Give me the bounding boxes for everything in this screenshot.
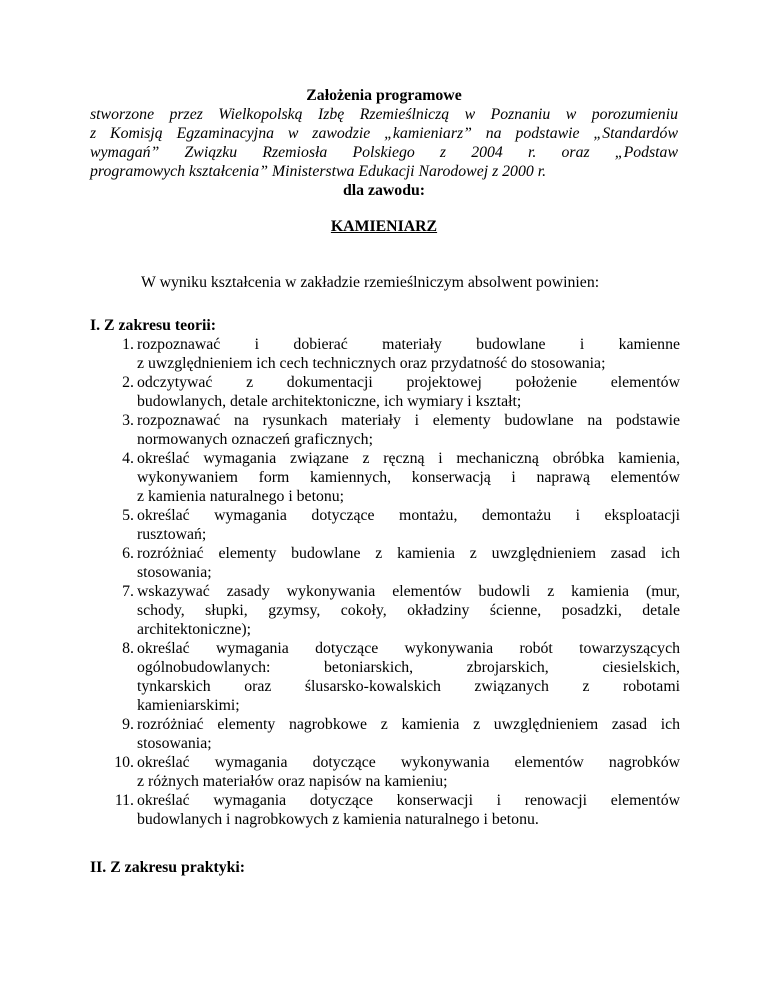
subtitle-line: z Komisją Egzaminacyjna w zawodzie „kamieniarz” na podstawie „Standardów bbox=[90, 125, 678, 142]
item-number: 6. bbox=[122, 545, 134, 562]
list-item bbox=[90, 791, 680, 829]
subtitle-line: wymagań” Związku Rzemiosła Polskiego z 2004 r. oraz „Podstaw bbox=[90, 144, 678, 161]
item-line: budowlanych i nagrobkowych z kamienia naturalnego i betonu. bbox=[137, 811, 539, 828]
item-line: normowanych oznaczeń graficznych; bbox=[137, 431, 373, 448]
list-item bbox=[90, 715, 680, 753]
list-item bbox=[90, 639, 680, 715]
item-number: 10. bbox=[114, 754, 134, 771]
item-line: z różnych materiałów oraz napisów na kamieniu; bbox=[137, 773, 448, 790]
item-line: z kamienia naturalnego i betonu; bbox=[137, 488, 345, 505]
list-item bbox=[90, 449, 680, 506]
list-item bbox=[90, 411, 680, 449]
item-text bbox=[137, 449, 680, 506]
item-line: ogólnobudowlanych: betoniarskich, zbrojarskich, ciesielskich, bbox=[137, 659, 680, 676]
item-line: rozpoznawać i dobierać materiały budowlane i kamienne bbox=[137, 336, 680, 353]
intro-paragraph: W wyniku kształcenia w zakładzie rzemieślniczym absolwent powinien: bbox=[141, 274, 600, 291]
item-text bbox=[137, 335, 680, 373]
theory-list bbox=[90, 335, 680, 829]
section-theory bbox=[90, 316, 680, 829]
item-line: z uwzględnieniem ich cech technicznych oraz przydatność do stosowania; bbox=[137, 355, 606, 372]
item-line: rozróżniać elementy budowlane z kamienia z uwzględnieniem zasad ich bbox=[137, 545, 680, 562]
list-item bbox=[90, 373, 680, 411]
item-number: 9. bbox=[122, 716, 134, 733]
item-line: stosowania; bbox=[137, 564, 212, 581]
item-line: tynkarskich oraz ślusarsko-kowalskich związanych z robotami bbox=[137, 678, 680, 695]
item-line: wykonywaniem form kamiennych, konserwacją i naprawą elementów bbox=[137, 469, 680, 486]
list-item bbox=[90, 335, 680, 373]
item-line: określać wymagania dotyczące wykonywania elementów nagrobków bbox=[137, 754, 680, 771]
item-number: 7. bbox=[122, 583, 134, 600]
item-line: określać wymagania dotyczące montażu, demontażu i eksploatacji bbox=[137, 507, 680, 524]
item-number: 2. bbox=[122, 374, 134, 391]
list-item bbox=[90, 753, 680, 791]
profession-label: dla zawodu: bbox=[342, 182, 426, 199]
item-text bbox=[137, 373, 680, 411]
item-line: odczytywać z dokumentacji projektowej położenie elementów bbox=[137, 374, 680, 391]
item-line: wskazywać zasady wykonywania elementów budowli z kamienia (mur, bbox=[137, 583, 680, 600]
subtitle-line: programowych kształcenia” Ministerstwa Edukacji Narodowej z 2000 r. bbox=[90, 163, 547, 180]
section-practice bbox=[90, 858, 680, 877]
document-subtitle bbox=[90, 105, 678, 181]
item-line: określać wymagania związane z ręczną i mechaniczną obróbka kamienia, bbox=[137, 450, 680, 467]
item-number: 3. bbox=[122, 412, 134, 429]
profession-title: KAMIENIARZ bbox=[330, 218, 438, 235]
item-line: schody, słupki, gzymsy, cokoły, okładziny ścienne, posadzki, detale bbox=[137, 602, 680, 619]
item-line: rozróżniać elementy nagrobkowe z kamienia z uwzględnieniem zasad ich bbox=[137, 716, 680, 733]
item-line: rusztowań; bbox=[137, 526, 207, 543]
item-number: 11. bbox=[114, 792, 134, 809]
item-number: 5. bbox=[122, 507, 134, 524]
list-item bbox=[90, 506, 680, 544]
item-text bbox=[137, 582, 680, 639]
document-title: Założenia programowe bbox=[306, 87, 462, 104]
item-line: architektoniczne); bbox=[137, 621, 252, 638]
item-text bbox=[137, 544, 680, 582]
item-line: określać wymagania dotyczące konserwacji i renowacji elementów bbox=[137, 792, 680, 809]
item-text bbox=[137, 791, 680, 829]
item-line: rozpoznawać na rysunkach materiały i elementy budowlane na podstawie bbox=[137, 412, 680, 429]
list-item bbox=[90, 582, 680, 639]
document-header bbox=[90, 86, 678, 200]
item-line: stosowania; bbox=[137, 735, 212, 752]
subtitle-line: stworzone przez Wielkopolską Izbę Rzemieślniczą w Poznaniu w porozumieniu bbox=[90, 106, 678, 123]
item-line: kamieniarskimi; bbox=[137, 697, 240, 714]
item-line: budowlanych, detale architektoniczne, ich wymiary i kształt; bbox=[137, 393, 522, 410]
item-line: określać wymagania dotyczące wykonywania robót towarzyszących bbox=[137, 640, 680, 657]
item-text bbox=[137, 753, 680, 791]
item-number: 4. bbox=[122, 450, 134, 467]
item-number: 1. bbox=[122, 336, 134, 353]
section-heading: I. Z zakresu teorii: bbox=[90, 317, 217, 334]
section-heading: II. Z zakresu praktyki: bbox=[90, 859, 246, 876]
item-text bbox=[137, 715, 680, 753]
item-text bbox=[137, 506, 680, 544]
item-text bbox=[137, 411, 680, 449]
item-text bbox=[137, 639, 680, 715]
item-number: 8. bbox=[122, 640, 134, 657]
list-item bbox=[90, 544, 680, 582]
